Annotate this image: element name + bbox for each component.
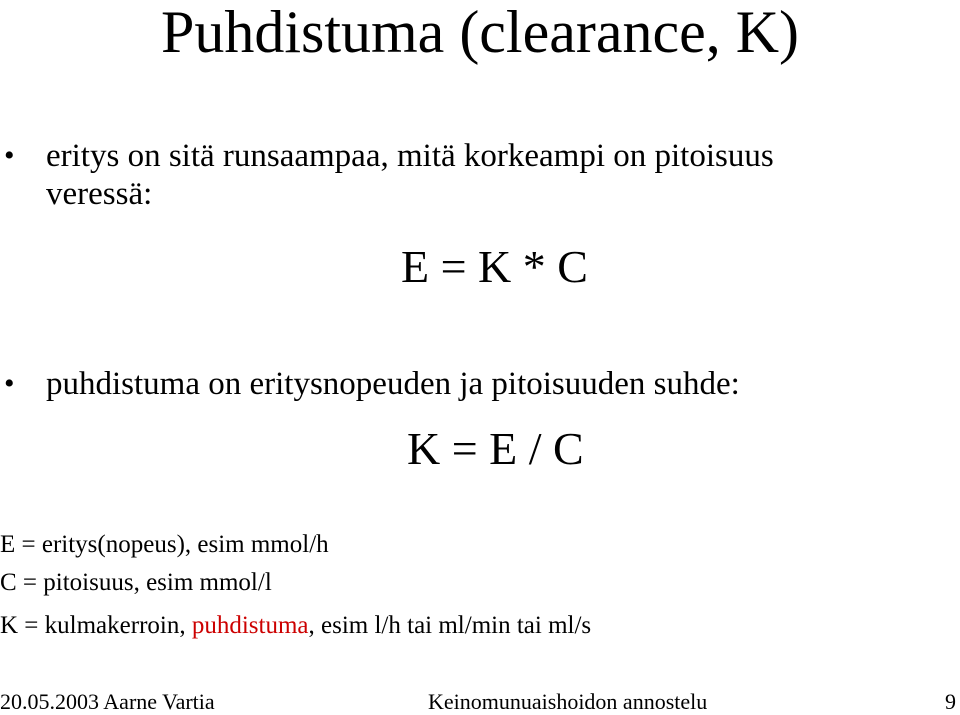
footer-page-number: 9 — [945, 689, 956, 714]
formula-e-equals-kc: E = K * C — [401, 241, 588, 292]
footer-date-author: 20.05.2003 Aarne Vartia — [0, 689, 215, 714]
bullet-line: puhdistuma on eritysnopeuden ja pitoisuuden suhde: — [46, 366, 740, 402]
bullet-marker: • — [4, 367, 15, 400]
definition-c: C = pitoisuus, esim mmol/l — [0, 569, 272, 596]
definition-k-suffix: , esim l/h tai ml/min tai ml/s — [308, 612, 592, 639]
bullet-line: veressä: — [46, 176, 153, 212]
slide-title: Puhdistuma (clearance, K) — [160, 0, 800, 65]
bullet-marker: • — [4, 139, 15, 172]
bullet-text — [46, 365, 926, 403]
definition-k-prefix: K = kulmakerroin, — [0, 612, 192, 639]
definition-e: E = eritys(nopeus), esim mmol/h — [0, 531, 329, 558]
footer-presentation-title: Keinomunuaishoidon annostelu — [428, 689, 708, 714]
formula-k-equals-e-over-c: K = E / C — [407, 423, 584, 474]
bullet-line: eritys on sitä runsaampaa, mitä korkeampi on pitoisuus — [46, 138, 774, 174]
definition-k — [0, 611, 591, 641]
bullet-text — [46, 137, 926, 213]
definition-k-highlight: puhdistuma — [191, 612, 309, 639]
